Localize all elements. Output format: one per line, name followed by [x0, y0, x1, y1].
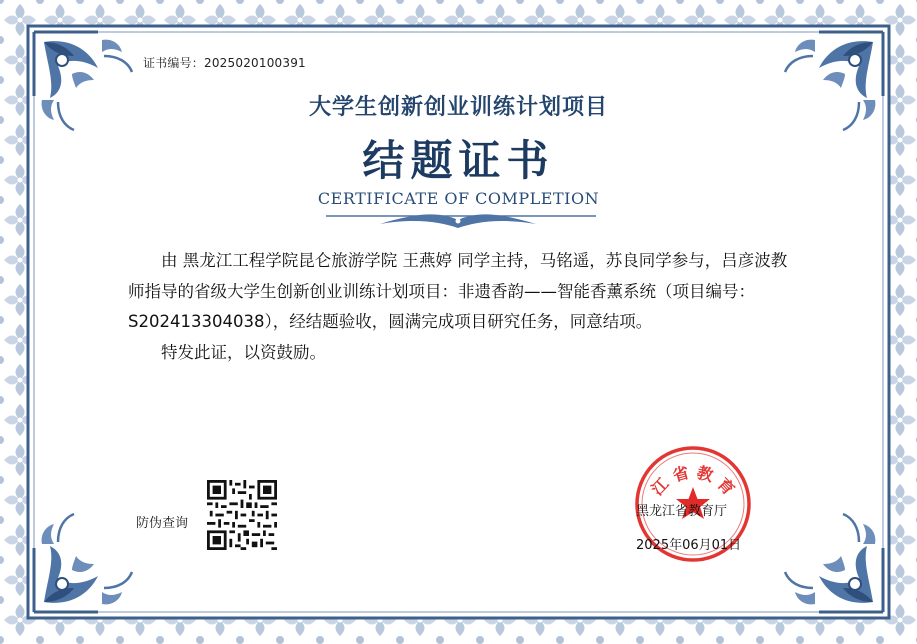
- program-title: 大学生创新创业训练计划项目: [308, 94, 608, 120]
- body-paragraph-closing: 特发此证，以资鼓励。: [161, 342, 326, 362]
- body-paragraph: 由 黑龙江工程学院昆仑旅游学院 王燕婷 同学主持，马铭遥，苏良同学参与，吕彦波教师指导的省级大学生创新创业训练计划项目：非遗香韵——智能香薰系统（项目编号：S202413304038），经结题验收，圆满完成项目研究任务，同意结项。: [128, 251, 788, 331]
- issuer-name: 黑龙江省教育厅: [636, 504, 728, 519]
- qr-code-icon[interactable]: [207, 480, 277, 550]
- certificate-subtitle: CERTIFICATE OF COMPLETION: [317, 189, 600, 208]
- issue-date: 2025年06月01日: [636, 538, 742, 553]
- page-title: 结题证书: [362, 136, 555, 185]
- certificate-body: [128, 246, 800, 368]
- anti-fake-label: 防伪查询: [136, 516, 189, 531]
- certificate-number-value: 2025020100391: [204, 56, 306, 70]
- svg-text:江 省 教 育: 江 省 教 育: [647, 462, 739, 499]
- certificate-number: [143, 54, 306, 71]
- certificate-number-label: 证书编号：: [143, 56, 205, 70]
